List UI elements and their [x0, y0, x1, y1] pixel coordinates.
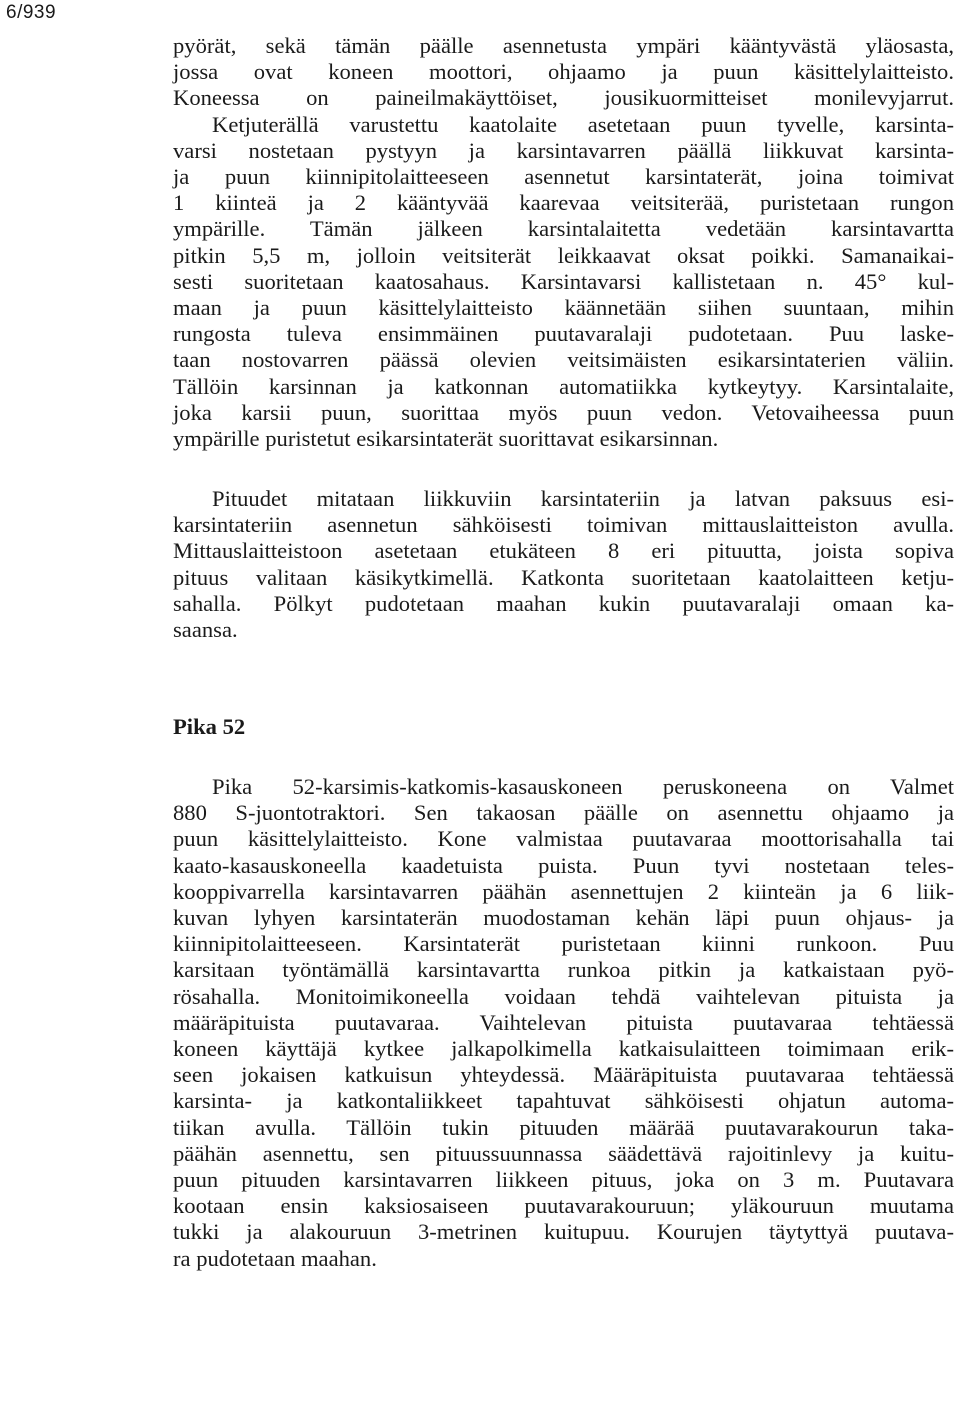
text-line: määräpituista puutavaraa. Vaihtelevan pituista puutavaraa tehtäessä: [173, 1009, 954, 1035]
text-line: pitkin 5,5 m, jolloin veitsiterät leikkaavat oksat poikki. Samanaikai-: [173, 242, 954, 268]
text-line: tiikan avulla. Tällöin tukin pituuden määrää puutavarakourun taka-: [173, 1114, 954, 1140]
paragraph-3: [173, 774, 954, 1272]
page-number: 6/939: [6, 2, 57, 23]
text-line: 880 S-juontotraktori. Sen takaosan päälle on asennettu ohjaamo ja: [173, 800, 954, 826]
text-line: Pituudet mitataan liikkuviin karsintateriin ja latvan paksuus esi-: [212, 486, 954, 511]
text-line: ja puun kiinnipitolaitteeseen asennetut karsintaterät, joina toimivat: [173, 164, 954, 190]
text-line: kuvan lyhyen karsintaterän muodostaman kehän läpi puun ohjaus- ja: [173, 905, 954, 931]
text-line: joka karsii puun, suorittaa myös puun vedon. Vetovaiheessa puun: [173, 399, 954, 425]
text-line: ympärille. Tämän jälkeen karsintalaitetta vedetään karsintavartta: [173, 216, 954, 242]
text-line: sesti suoritetaan kaatosahaus. Karsintavarsi kallistetaan n. 45° kul-: [173, 268, 954, 294]
text-line: sahalla. Pölkyt pudotetaan maahan kukin puutavaralaji omaan ka-: [173, 590, 954, 616]
text-line: kootaan ensin kaksiosaiseen puutavarakouruun; yläkouruun muutama: [173, 1193, 954, 1219]
text-line: kaato-kasauskoneella kaadetuista puista. Puun tyvi nostetaan teles-: [173, 852, 954, 878]
text-line: Ketjuterällä varustettu kaatolaite asetetaan puun tyvelle, karsinta-: [212, 111, 954, 137]
section-heading: Pika 52: [173, 714, 246, 739]
text-line: jossa ovat koneen moottori, ohjaamo ja puun käsittelylaitteisto.: [173, 59, 954, 85]
text-line: rungosta tuleva ensimmäinen puutavaralaji pudotetaan. Puu laske-: [173, 321, 954, 347]
text-line: rösahalla. Monitoimikoneella voidaan tehdä vaihtelevan pituista ja: [173, 983, 954, 1009]
text-line: maan ja puun käsittelylaitteisto käännetään siihen suuntaan, mihin: [173, 295, 954, 321]
text-line: 1 kiinteä ja 2 kääntyvää kaarevaa veitsiterää, puristetaan rungon: [173, 190, 954, 216]
paragraph-1: [173, 33, 954, 452]
text-line: puun käsittelylaitteisto. Kone valmistaa puutavaraa moottorisahalla tai: [173, 826, 954, 852]
text-line: pyörät, sekä tämän päälle asennetusta ympäri kääntyvästä yläosasta,: [173, 33, 954, 58]
text-line: karsintateriin asennetun sähköisesti toimivan mittauslaitteiston avulla.: [173, 512, 954, 538]
text-line: Tällöin karsinnan ja katkonnan automatiikka kytkeytyy. Karsintalaite,: [173, 373, 954, 399]
text-line: varsi nostetaan pystyyn ja karsintavarren päällä liikkuvat karsinta-: [173, 137, 954, 163]
paragraph-2: [173, 486, 954, 643]
text-line: Koneessa on paineilmakäyttöiset, jousikuormitteiset monilevyjarrut.: [173, 85, 954, 111]
text-line: pituus valitaan käsikytkimellä. Katkonta suoritetaan kaatolaitteen ketju-: [173, 564, 954, 590]
text-line: saansa.: [173, 617, 238, 643]
text-line: päähän asennettu, sen pituussuunnassa säädettävä rajoitinlevy ja kuitu-: [173, 1140, 954, 1166]
text-line: koneen käyttäjä kytkee jalkapolkimella katkaisulaitteen toimimaan erik-: [173, 1036, 954, 1062]
text-line: Mittauslaitteistoon asetetaan etukäteen 8 eri pituutta, joista sopiva: [173, 538, 954, 564]
text-line: ympärille puristetut esikarsintaterät suorittavat esikarsinnan.: [173, 426, 719, 452]
text-line: taan nostovarren päässä olevien veitsimäisten esikarsintaterien väliin.: [173, 347, 954, 373]
text-line: puun pituuden karsintavarren liikkeen pituus, joka on 3 m. Puutavara: [173, 1167, 954, 1193]
text-line: kooppivarrella karsintavarren päähän asennettujen 2 kiinteän ja 6 liik-: [173, 878, 954, 904]
text-line: kiinnipitolaitteeseen. Karsintaterät puristetaan kiinni runkoon. Puu: [173, 931, 954, 957]
text-line: ra pudotetaan maahan.: [173, 1245, 377, 1271]
text-line: karsitaan työntämällä karsintavartta runkoa pitkin ja katkaistaan pyö-: [173, 957, 954, 983]
text-line: Pika 52-karsimis-katkomis-kasauskoneen peruskoneena on Valmet: [212, 774, 954, 799]
text-line: tukki ja alakouruun 3-metrinen kuitupuu. Kourujen täytyttyä puutava-: [173, 1219, 954, 1245]
text-line: seen jokaisen katkuisun yhteydessä. Määräpituista puutavaraa tehtäessä: [173, 1062, 954, 1088]
text-line: karsinta- ja katkontaliikkeet tapahtuvat sähköisesti ohjatun automa-: [173, 1088, 954, 1114]
